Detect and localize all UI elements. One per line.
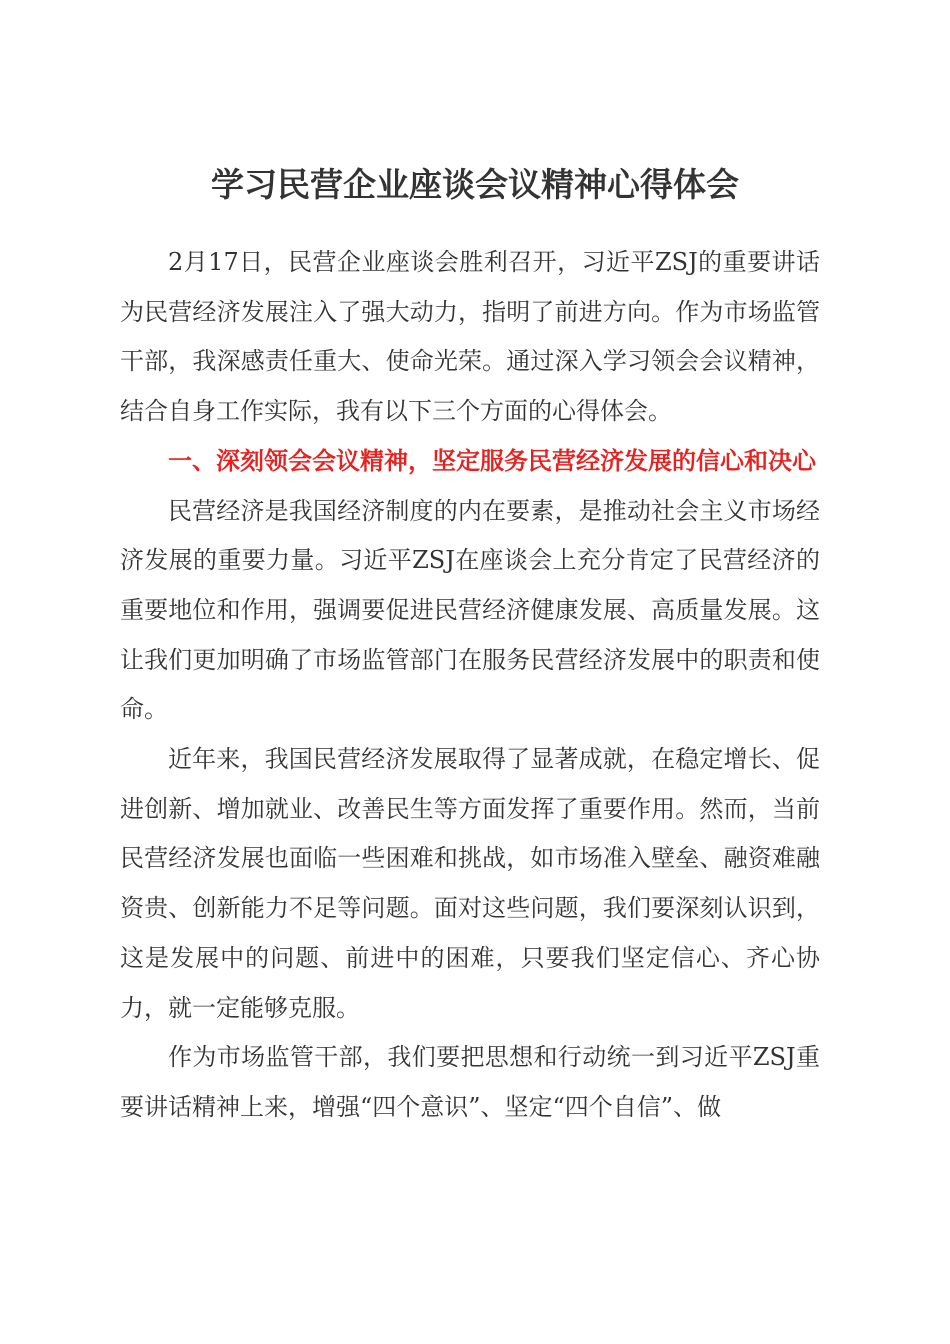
document-body xyxy=(120,238,820,1133)
document-title: 学习民营企业座谈会议精神心得体会 xyxy=(211,165,739,204)
section-heading-1: 一、深刻领会会议精神，坚定服务民营经济发展的信心和决心 xyxy=(168,446,816,475)
paragraph-intro: 2月17日，民营企业座谈会胜利召开，习近平ZSJ的重要讲话为民营经济发展注入了强大动力，指明了前进方向。作为市场监管干部，我深感责任重大、使命光荣。通过深入学习领会会议精神，结合自身工作实际，我有以下三个方面的心得体会。 xyxy=(120,248,820,426)
paragraph: 作为市场监管干部，我们要把思想和行动统一到习近平ZSJ重要讲话精神上来，增强“四个意识”、坚定“四个自信”、做 xyxy=(120,1043,820,1121)
paragraph: 近年来，我国民营经济发展取得了显著成就，在稳定增长、促进创新、增加就业、改善民生等方面发挥了重要作用。然而，当前民营经济发展也面临一些困难和挑战，如市场准入壁垒、融资难融资贵、创新能力不足等问题。面对这些问题，我们要深刻认识到，这是发展中的问题、前进中的困难，只要我们坚定信心、齐心协力，就一定能够克服。 xyxy=(120,745,820,1022)
paragraph: 民营经济是我国经济制度的内在要素，是推动社会主义市场经济发展的重要力量。习近平ZSJ在座谈会上充分肯定了民营经济的重要地位和作用，强调要促进民营经济健康发展、高质量发展。这让我们更加明确了市场监管部门在服务民营经济发展中的职责和使命。 xyxy=(120,496,820,724)
